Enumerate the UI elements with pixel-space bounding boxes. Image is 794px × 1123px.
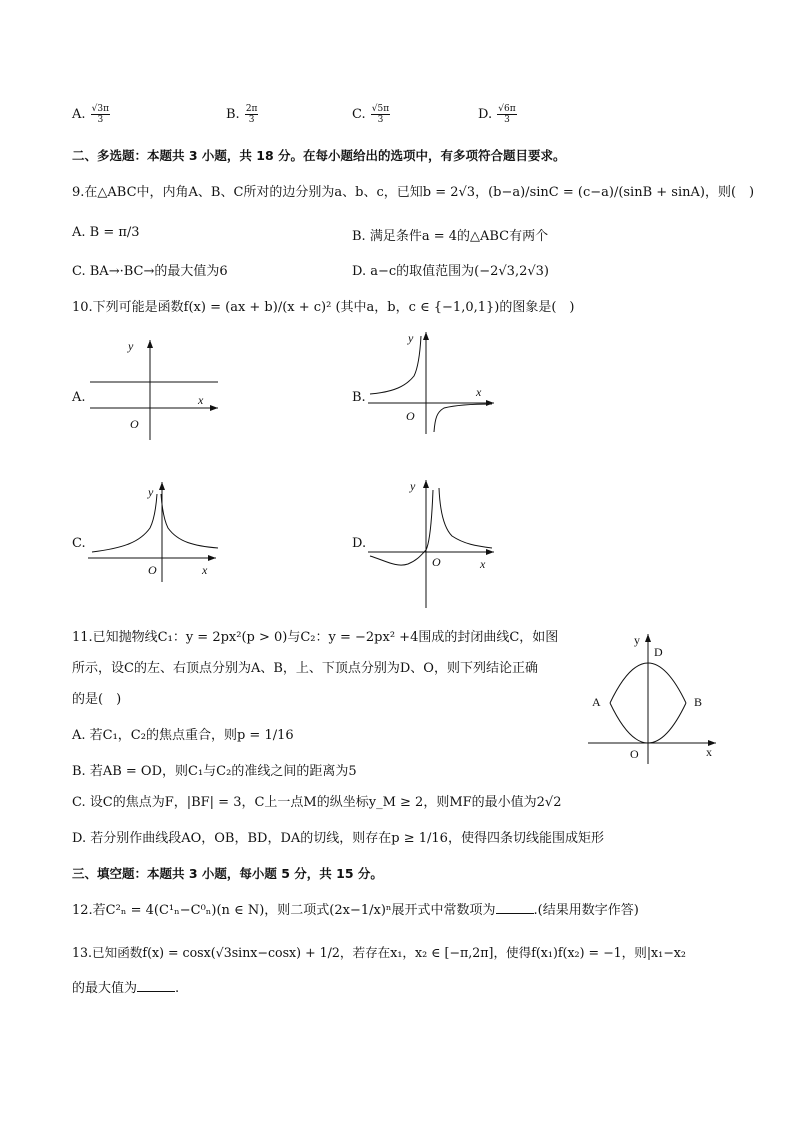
q12-line	[72, 899, 639, 918]
q10-label-b: B.	[352, 390, 366, 405]
q8-option-c: C. $\frac{√5\pi}{3}$	[352, 104, 390, 125]
graph-a-origin-label: O	[130, 417, 139, 431]
q10-label-a: A.	[72, 390, 86, 405]
q10-graph-d	[364, 476, 498, 608]
graph-a-y-label: y	[128, 339, 134, 353]
q11-stem-line1: 11.已知抛物线C₁：y = 2px²(p > 0)与C₂：y = −2px² +4围成的封闭曲线C，如图	[72, 630, 559, 645]
graph-c-x-label: x	[202, 563, 208, 577]
q12-post: .(结果用数字作答)	[533, 903, 639, 918]
q12-answer-blank[interactable]	[496, 901, 534, 914]
q11-option-c: C. 设C的焦点为F，|BF| = 3，C上一点M的纵坐标y_M ≥ 2，则MF的最小值为2√2	[72, 795, 562, 810]
graph-b-x-label: x	[476, 385, 482, 399]
q9-option-b: B. 满足条件a = 4的△ABC有两个	[352, 229, 549, 244]
fig-point-b: B	[694, 695, 703, 709]
q11-option-d: D. 若分别作曲线段AO，OB，BD，DA的切线，则存在p ≥ 1/16，使得四条切线能围成矩形	[72, 831, 604, 846]
graph-d-y-label: y	[410, 479, 416, 493]
graph-a-x-label: x	[198, 393, 204, 407]
q8-option-b: B. $\frac{2\pi}{3}$	[226, 104, 258, 125]
q10-graph-c	[84, 478, 224, 582]
section-3-heading: 三、填空题：本题共 3 小题，每小题 5 分，共 15 分。	[72, 866, 383, 881]
graph-b-y-label: y	[408, 331, 414, 345]
q10-graph-a	[84, 336, 224, 440]
q12-pre: 12.若C²ₙ = 4(C¹ₙ−C⁰ₙ)(n ∈ N)，则二项式(2x−1/x)ⁿ展开式中常数项为	[72, 903, 496, 918]
fig-point-d: D	[654, 645, 663, 659]
q9-option-c: C. BA→·BC→的最大值为6	[72, 264, 228, 279]
fig-y-label: y	[634, 633, 640, 647]
q13-line1: 13.已知函数f(x) = cosx(√3sinx−cosx) + 1/2，若存在x₁，x₂ ∈ [−π,2π]，使得f(x₁)f(x₂) = −1，则|x₁−x₂	[72, 945, 686, 960]
graph-c-y-label: y	[148, 485, 154, 499]
q13-pre: 的最大值为	[72, 981, 138, 996]
q13-line2	[72, 977, 179, 996]
q11-stem-line3: 的是( )	[72, 692, 122, 707]
fig-point-o: O	[630, 747, 639, 761]
q10-label-c: C.	[72, 536, 86, 551]
section-2-heading: 二、多选题：本题共 3 小题，共 18 分。在每小题给出的选项中，有多项符合题目要求。	[72, 148, 566, 163]
q13-answer-blank[interactable]	[137, 979, 175, 992]
graph-b-origin-label: O	[406, 409, 415, 423]
q9-stem: 9.在△ABC中，内角A、B、C所对的边分别为a、b、c，已知b = 2√3，(b−a)/sinC = (c−a)/(sinB + sinA)，则( )	[72, 185, 755, 200]
q8-option-d: D. $\frac{√6\pi}{3}$	[478, 104, 516, 125]
q11-figure	[584, 630, 720, 764]
q11-stem-line2: 所示，设C的左、右顶点分别为A、B，上、下顶点分别为D、O，则下列结论正确	[72, 661, 538, 676]
graph-c-origin-label: O	[148, 563, 157, 577]
fig-point-a: A	[592, 695, 601, 709]
graph-d-origin-label: O	[432, 555, 441, 569]
q8-option-a: A. $\frac{√3\pi}{3}$	[72, 104, 110, 125]
q10-graph-b	[364, 328, 498, 436]
graph-d-x-label: x	[480, 557, 486, 571]
q11-option-b: B. 若AB = OD，则C₁与C₂的准线之间的距离为5	[72, 764, 357, 779]
q13-post: .	[175, 981, 180, 996]
q9-option-d: D. a−c的取值范围为(−2√3,2√3)	[352, 264, 549, 279]
fig-x-label: x	[706, 745, 712, 759]
q10-stem: 10.下列可能是函数f(x) = (ax + b)/(x + c)² (其中a，b，c ∈ {−1,0,1})的图象是( )	[72, 300, 575, 315]
q11-option-a: A. 若C₁，C₂的焦点重合，则p = 1/16	[72, 728, 294, 743]
q9-option-a: A. B = π/3	[72, 225, 140, 240]
q10-label-d: D.	[352, 536, 367, 551]
